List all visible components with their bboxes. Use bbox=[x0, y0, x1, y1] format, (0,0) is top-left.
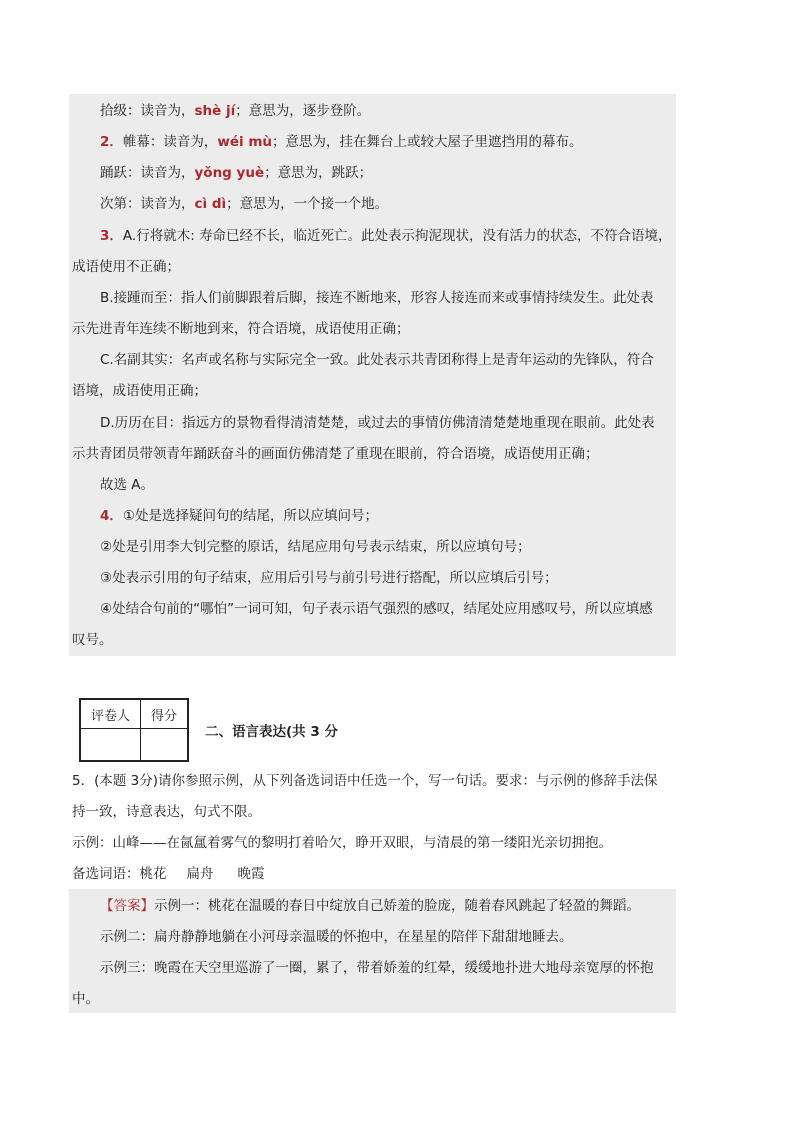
answer-line: 示例三：晚霞在天空里巡游了一圈，累了，带着娇羞的红晕，缓缓地扑进大地母亲宽厚的怀抱 bbox=[100, 960, 654, 976]
score-table-score-cell bbox=[141, 729, 187, 760]
answer-line: 示例二：扁舟静静地躺在小河母亲温暖的怀抱中，在星星的陪伴下甜甜地睡去。 bbox=[100, 929, 573, 945]
analysis-line bbox=[72, 257, 180, 277]
analysis-line bbox=[100, 163, 372, 183]
answer-text: 示例一：桃花在温暖的春日中绽放自己娇羞的脸庞，随着春风跳起了轻盈的舞蹈。 bbox=[154, 898, 640, 914]
analysis-line bbox=[72, 630, 113, 650]
section-title: 二、语言表达(共 3 分 bbox=[205, 724, 338, 740]
analysis-line bbox=[72, 319, 410, 339]
analysis-text: ②处是引用李大钊完整的原话，结尾应用句号表示结束，所以应填句号； bbox=[100, 539, 531, 555]
question-line: 5．(本题 3分)请你参照示例，从下列备选词语中任选一个，写一句话。要求：与示例的修辞手法保 bbox=[72, 773, 658, 789]
analysis-text: ；意思为，逐步登阶。 bbox=[235, 103, 371, 119]
answer-line bbox=[100, 896, 640, 916]
analysis-line bbox=[100, 350, 654, 370]
analysis-line bbox=[100, 226, 672, 246]
analysis-text: 次第：读音为， bbox=[100, 196, 195, 212]
analysis-line bbox=[100, 413, 655, 433]
analysis-text: ③处表示引用的句子结束，应用后引号与前引号进行搭配，所以应填后引号； bbox=[100, 570, 558, 586]
option-item: 晚霞 bbox=[237, 866, 265, 882]
analysis-text: 拾级：读音为， bbox=[100, 103, 195, 119]
analysis-text: ；意思为，跳跃； bbox=[264, 165, 373, 181]
analysis-line bbox=[100, 537, 531, 557]
pinyin: yǒng yuè bbox=[194, 165, 265, 181]
question-example: 示例：山峰——在氤氲着雾气的黎明打着哈欠，睁开双眼，与清晨的第一缕阳光亲切拥抱。 bbox=[72, 835, 612, 851]
analysis-line bbox=[100, 101, 370, 121]
score-table-score-header: 得分 bbox=[141, 700, 187, 729]
analysis-text: 示共青团员带领青年踊跃奋斗的画面仿佛清楚了重现在眼前，符合语境，成语使用正确； bbox=[72, 446, 599, 462]
question-number: 2． bbox=[100, 134, 123, 150]
analysis-text: 踊跃：读音为， bbox=[100, 165, 195, 181]
analysis-text: 示先进青年连续不断地到来，符合语境，成语使用正确； bbox=[72, 321, 410, 337]
analysis-text: C.名副其实：名声或名称与实际完全一致。此处表示共青团称得上是青年运动的先锋队，符合 bbox=[100, 352, 654, 368]
answer-line: 中。 bbox=[72, 991, 99, 1007]
score-table-grader-header: 评卷人 bbox=[81, 700, 141, 729]
question-number: 4． bbox=[100, 508, 123, 524]
question-number: 3． bbox=[100, 228, 123, 244]
analysis-text: A.行将就木: 寿命已经不长，临近死亡。此处表示拘泥现状，没有活力的状态，不符合语境， bbox=[122, 228, 672, 244]
option-label: 备选词语：桃花 bbox=[72, 866, 167, 882]
analysis-line bbox=[100, 288, 654, 308]
analysis-line bbox=[100, 475, 154, 495]
answer-tag: 【答案】 bbox=[100, 898, 154, 914]
analysis-line bbox=[100, 194, 388, 214]
analysis-text: ①处是选择疑问句的结尾，所以应填问号； bbox=[122, 508, 379, 524]
analysis-line bbox=[100, 506, 378, 526]
question-options bbox=[72, 864, 265, 884]
score-table-grader-cell bbox=[81, 729, 141, 760]
analysis-line bbox=[72, 444, 599, 464]
analysis-text: 成语使用不正确； bbox=[72, 259, 180, 275]
analysis-text: B.接踵而至：指人们前脚跟着后脚，接连不断地来，形容人接连而来或事情持续发生。此处表 bbox=[100, 290, 654, 306]
pinyin: shè jí bbox=[194, 103, 236, 119]
analysis-text: 帷幕：读音为， bbox=[122, 134, 218, 150]
pinyin: wéi mù bbox=[217, 134, 273, 150]
analysis-text: 语境，成语使用正确； bbox=[72, 383, 207, 399]
analysis-text: D.历历在目：指远方的景物看得清清楚楚，或过去的事情仿佛清清楚楚地重现在眼前。此处表 bbox=[100, 415, 655, 431]
analysis-text: ；意思为，一个接一个地。 bbox=[226, 196, 389, 212]
analysis-text: 叹号。 bbox=[72, 632, 113, 648]
option-item: 扁舟 bbox=[186, 866, 214, 882]
analysis-line bbox=[100, 132, 583, 152]
analysis-text: ④处结合句前的“哪怕”一词可知，句子表示语气强烈的感叹，结尾处应用感叹号，所以应填感 bbox=[100, 601, 653, 617]
analysis-text: 故选 A。 bbox=[100, 477, 155, 493]
pinyin: cì dì bbox=[194, 196, 227, 212]
analysis-line bbox=[72, 381, 207, 401]
analysis-text: ；意思为，挂在舞台上或较大屋子里遮挡用的幕布。 bbox=[272, 134, 583, 150]
question-line: 持一致，诗意表达，句式不限。 bbox=[72, 804, 261, 820]
analysis-line bbox=[100, 568, 558, 588]
score-table bbox=[79, 698, 189, 762]
analysis-line bbox=[100, 599, 653, 619]
